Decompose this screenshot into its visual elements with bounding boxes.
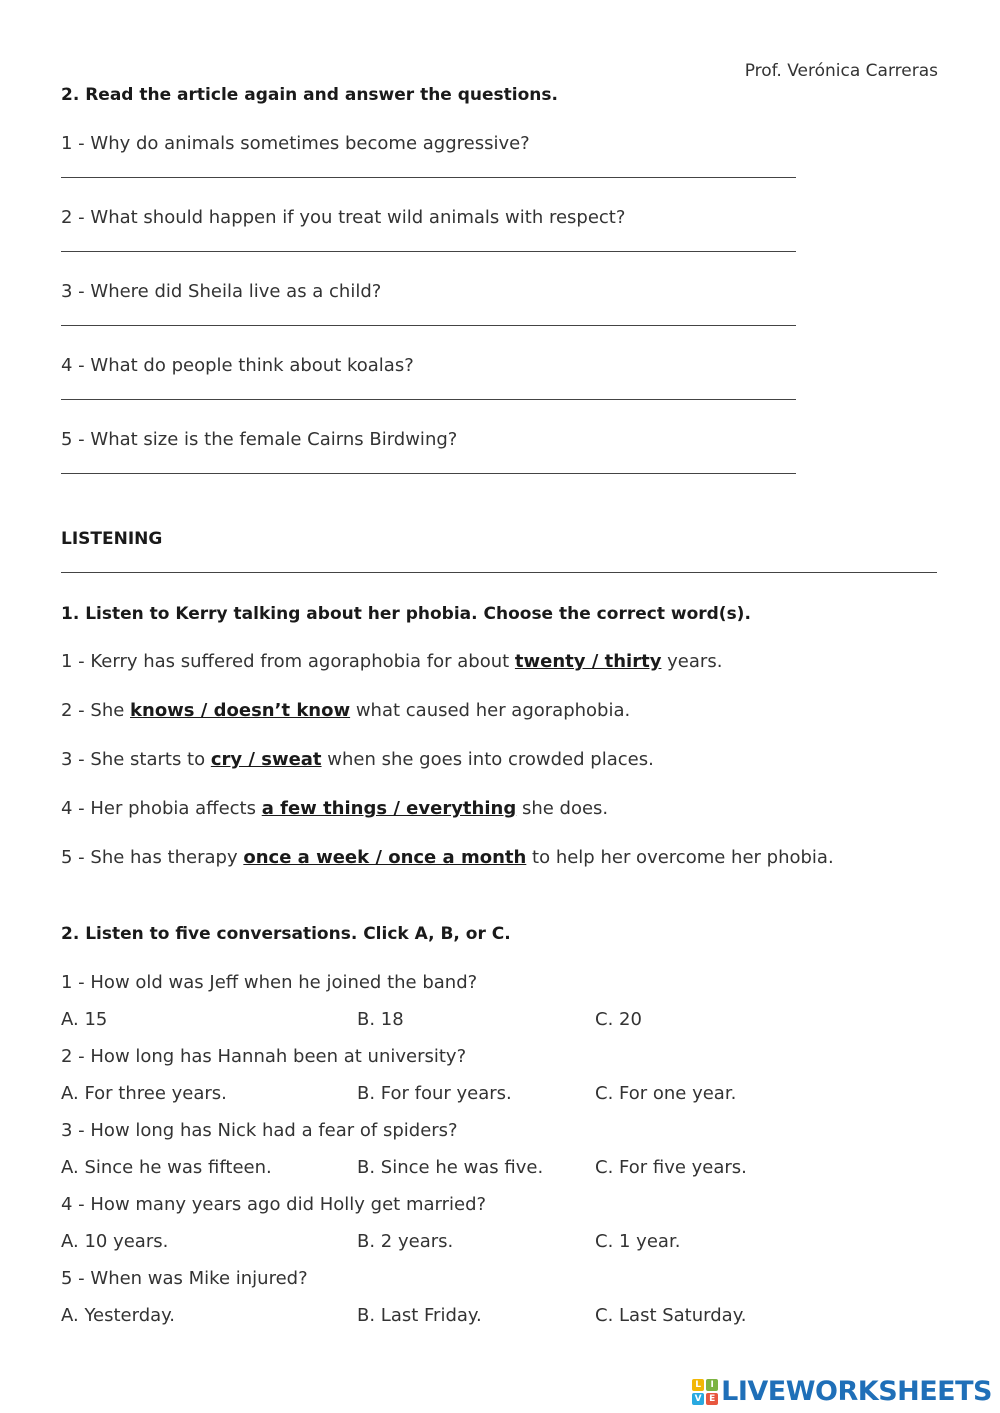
option-b[interactable]: B. 2 years. [357, 1231, 454, 1252]
reading-question: 4 - What do people think about koalas? [61, 355, 414, 376]
option-a[interactable]: A. For three years. [61, 1083, 227, 1104]
section-divider [61, 572, 937, 573]
answer-line[interactable] [61, 251, 796, 252]
option-c[interactable]: C. Last Saturday. [595, 1305, 747, 1326]
conversation-question: 5 - When was Mike injured? [61, 1268, 308, 1289]
phobia-item [61, 798, 608, 819]
item-text-before: 1 - Kerry has suffered from agoraphobia for about [61, 651, 515, 672]
option-a[interactable]: A. 10 years. [61, 1231, 169, 1252]
author-name: Prof. Verónica Carreras [744, 61, 938, 81]
item-text-before: 3 - She starts to [61, 749, 211, 770]
conversation-question: 4 - How many years ago did Holly get married? [61, 1194, 487, 1215]
word-choice-dropdown[interactable]: cry / sweat [210, 749, 322, 770]
answer-line[interactable] [61, 473, 796, 474]
conversation-question: 3 - How long has Nick had a fear of spiders? [61, 1120, 458, 1141]
logo-letter: V [692, 1393, 704, 1405]
liveworksheets-logo [692, 1376, 992, 1407]
option-b[interactable]: B. Last Friday. [357, 1305, 482, 1326]
item-text-after: to help her overcome her phobia. [526, 847, 834, 868]
option-c[interactable]: C. For five years. [595, 1157, 747, 1178]
reading-heading: 2. Read the article again and answer the questions. [61, 85, 558, 105]
item-text-after: she does. [516, 798, 609, 819]
phobia-item [61, 700, 630, 721]
logo-text: LIVEWORKSHEETS [721, 1376, 992, 1407]
conversation-question: 2 - How long has Hannah been at university? [61, 1046, 467, 1067]
listening-part1-heading: 1. Listen to Kerry talking about her phobia. Choose the correct word(s). [61, 604, 751, 624]
item-text-after: years. [661, 651, 723, 672]
option-a[interactable]: A. Yesterday. [61, 1305, 175, 1326]
word-choice-dropdown[interactable]: knows / doesn’t know [130, 700, 351, 721]
logo-letter: E [706, 1393, 718, 1405]
word-choice-dropdown[interactable]: once a week / once a month [243, 847, 527, 868]
logo-letter: L [692, 1379, 704, 1391]
listening-title: LISTENING [61, 529, 163, 549]
reading-question: 3 - Where did Sheila live as a child? [61, 281, 382, 302]
option-c[interactable]: C. 20 [595, 1009, 642, 1030]
item-text-before: 4 - Her phobia affects [61, 798, 262, 819]
word-choice-dropdown[interactable]: twenty / thirty [514, 651, 662, 672]
option-b[interactable]: B. For four years. [357, 1083, 512, 1104]
word-choice-dropdown[interactable]: a few things / everything [261, 798, 517, 819]
answer-line[interactable] [61, 399, 796, 400]
reading-question: 1 - Why do animals sometimes become aggressive? [61, 133, 530, 154]
item-text-after: what caused her agoraphobia. [350, 700, 631, 721]
answer-line[interactable] [61, 177, 796, 178]
conversation-question: 1 - How old was Jeff when he joined the band? [61, 972, 478, 993]
item-text-after: when she goes into crowded places. [321, 749, 654, 770]
logo-mark-icon [692, 1379, 718, 1405]
option-c[interactable]: C. For one year. [595, 1083, 737, 1104]
phobia-item [61, 749, 654, 770]
item-text-before: 2 - She [61, 700, 131, 721]
option-c[interactable]: C. 1 year. [595, 1231, 681, 1252]
reading-question: 5 - What size is the female Cairns Birdwing? [61, 429, 458, 450]
option-b[interactable]: B. 18 [357, 1009, 404, 1030]
reading-question: 2 - What should happen if you treat wild animals with respect? [61, 207, 626, 228]
option-a[interactable]: A. 15 [61, 1009, 108, 1030]
logo-letter: I [706, 1379, 718, 1391]
phobia-item [61, 651, 722, 672]
option-b[interactable]: B. Since he was five. [357, 1157, 544, 1178]
option-a[interactable]: A. Since he was fifteen. [61, 1157, 272, 1178]
phobia-item [61, 847, 834, 868]
answer-line[interactable] [61, 325, 796, 326]
item-text-before: 5 - She has therapy [61, 847, 244, 868]
listening-part2-heading: 2. Listen to five conversations. Click A, B, or C. [61, 924, 511, 944]
